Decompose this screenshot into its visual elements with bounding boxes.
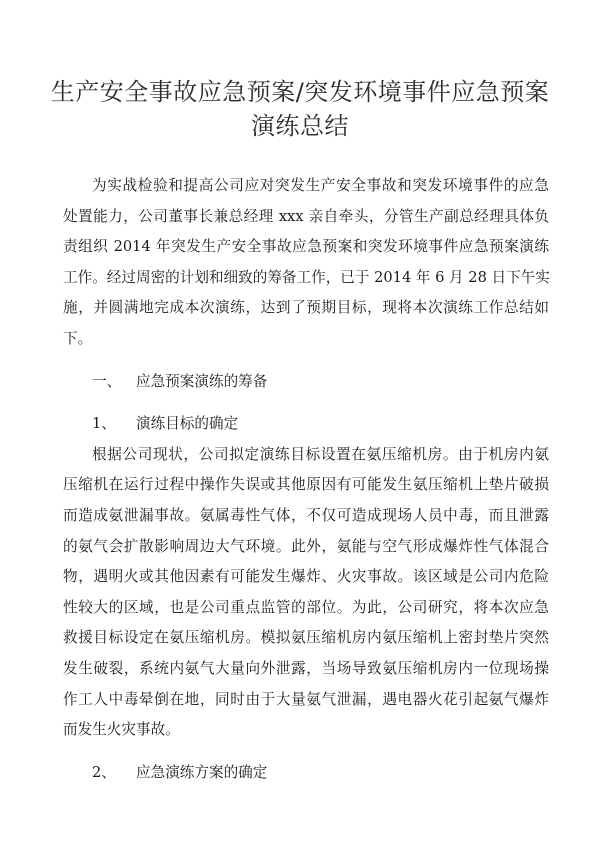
paragraph-line: 压缩机在运行过程中操作失误或其他原因有可能发生氨压缩机上垫片破损 (63, 476, 549, 494)
paragraph-line: 责组织 2014 年突发生产安全事故应急预案和突发环境事件应急预案演练 (63, 238, 549, 256)
subsection-title: 应急演练方案的确定 (136, 763, 268, 781)
document-title-line-2: 演练总结 (251, 112, 349, 140)
paragraph-line: 下。 (63, 329, 93, 347)
subsection-title: 演练目标的确定 (136, 415, 239, 433)
subsection-number: 1、 (92, 415, 116, 433)
paragraph-line: 发生破裂，系统内氨气大量向外泄露，当场导致氨压缩机房内一位现场操 (63, 659, 549, 677)
paragraph-line: 的氨气会扩散影响周边大气环境。此外，氨能与空气形成爆炸性气体混合 (63, 537, 549, 555)
paragraph-line: 救援目标设定在氨压缩机房。模拟氨压缩机房内氨压缩机上密封垫片突然 (63, 629, 549, 647)
paragraph-line: 工作。经过周密的计划和细致的筹备工作，已于 2014 年 6 月 28 日下午实 (63, 268, 550, 286)
paragraph-line: 而造成氨泄漏事故。氨属毒性气体，不仅可造成现场人员中毒，而且泄露 (63, 506, 549, 524)
paragraph-line: 施，并圆满地完成本次演练，达到了预期目标，现将本次演练工作总结如 (63, 299, 549, 317)
subsection-heading-1 (63, 409, 549, 440)
section-heading-1 (63, 367, 549, 398)
paragraph-line: 而发生火灾事故。 (63, 721, 180, 739)
paragraph-line: 作工人中毒晕倒在地，同时由于大量氨气泄漏，遇电器火花引起氨气爆炸 (63, 690, 549, 708)
paragraph-line: 性较大的区域，也是公司重点监管的部位。为此，公司研究，将本次应急 (63, 598, 549, 616)
target-paragraph (63, 440, 549, 746)
section-number: 一、 (92, 372, 122, 390)
paragraph-line: 物，遇明火或其他因素有可能发生爆炸、火灾事故。该区域是公司内危险 (63, 568, 549, 586)
document-title-line-1: 生产安全事故应急预案/突发环境事件应急预案 (50, 78, 550, 106)
paragraph-line: 根据公司现状，公司拟定演练目标设置在氨压缩机房。由于机房内氨 (92, 445, 549, 463)
section-title: 应急预案演练的筹备 (136, 372, 268, 390)
paragraph-line: 处置能力，公司董事长兼总经理 xxx 亲自牵头，分管生产副总经理具体负 (63, 207, 549, 225)
paragraph-line: 为实战检验和提高公司应对突发生产安全事故和突发环境事件的应急 (92, 177, 549, 194)
subsection-number: 2、 (92, 763, 116, 781)
subsection-heading-2 (63, 758, 549, 789)
document-body (63, 171, 549, 788)
intro-paragraph (63, 171, 549, 355)
